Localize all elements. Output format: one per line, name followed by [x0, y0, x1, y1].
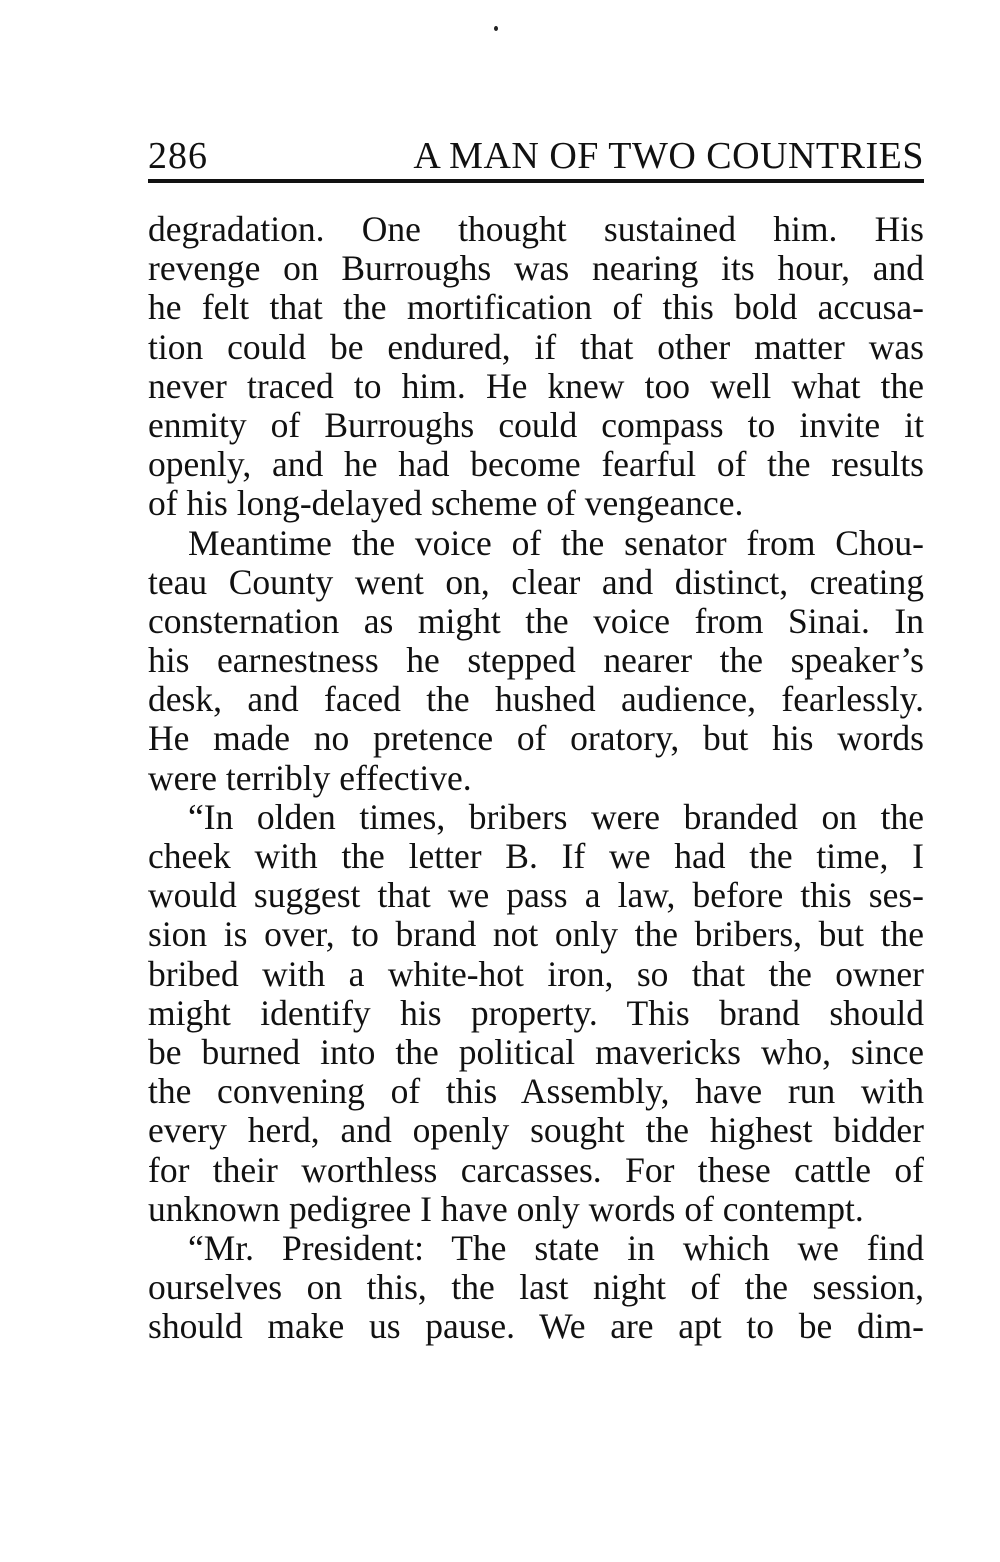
text-line: bribed with a white-hot iron, so that the owner [148, 954, 924, 994]
text-line: never traced to him. He knew too well what the [148, 366, 924, 406]
text-line: desk, and faced the hushed audience, fearlessly. [148, 680, 924, 720]
ink-speck [494, 26, 498, 31]
text-line: ourselves on this, the last night of the session, [148, 1268, 924, 1308]
page-header [148, 132, 924, 180]
text-line: he felt that the mortification of this bold accusa- [148, 288, 924, 328]
text-line: consternation as might the voice from Sinai. In [148, 601, 924, 641]
running-head: A MAN OF TWO COUNTRIES [413, 135, 924, 177]
text-line: would suggest that we pass a law, before this ses- [148, 876, 924, 916]
text-line: He made no pretence of oratory, but his words [148, 719, 924, 759]
header-rule [148, 179, 924, 183]
text-line: sion is over, to brand not only the bribers, but the [148, 915, 924, 955]
text-line: of his long-delayed scheme of vengeance. [148, 484, 744, 524]
text-line: openly, and he had become fearful of the results [148, 445, 924, 485]
text-line: for their worthless carcasses. For these cattle of [148, 1150, 924, 1190]
page-number: 286 [148, 135, 208, 177]
text-line: degradation. One thought sustained him. His [148, 210, 924, 249]
text-line: enmity of Burroughs could compass to invite it [148, 405, 924, 445]
text-line: unknown pedigree I have only words of contempt. [148, 1189, 864, 1229]
text-line: were terribly effective. [148, 758, 472, 798]
text-line: might identify his property. This brand should [148, 993, 924, 1033]
text-line: should make us pause. We are apt to be dim- [148, 1307, 924, 1347]
text-line: his earnestness he stepped nearer the speaker’s [148, 641, 924, 681]
text-line: Meantime the voice of the senator from Chou- [188, 523, 924, 563]
text-line: “In olden times, bribers were branded on the [188, 797, 924, 837]
text-line: “Mr. President: The state in which we find [188, 1228, 924, 1268]
text-line: revenge on Burroughs was nearing its hour, and [148, 249, 924, 289]
text-line: teau County went on, clear and distinct, creating [148, 562, 924, 602]
text-line: cheek with the letter B. If we had the time, I [148, 837, 924, 876]
text-line: tion could be endured, if that other matter was [148, 327, 924, 367]
text-line: the convening of this Assembly, have run with [148, 1072, 924, 1112]
text-line: be burned into the political mavericks who, since [148, 1032, 924, 1072]
text-line: every herd, and openly sought the highest bidder [148, 1111, 924, 1151]
body-text [148, 210, 924, 1346]
